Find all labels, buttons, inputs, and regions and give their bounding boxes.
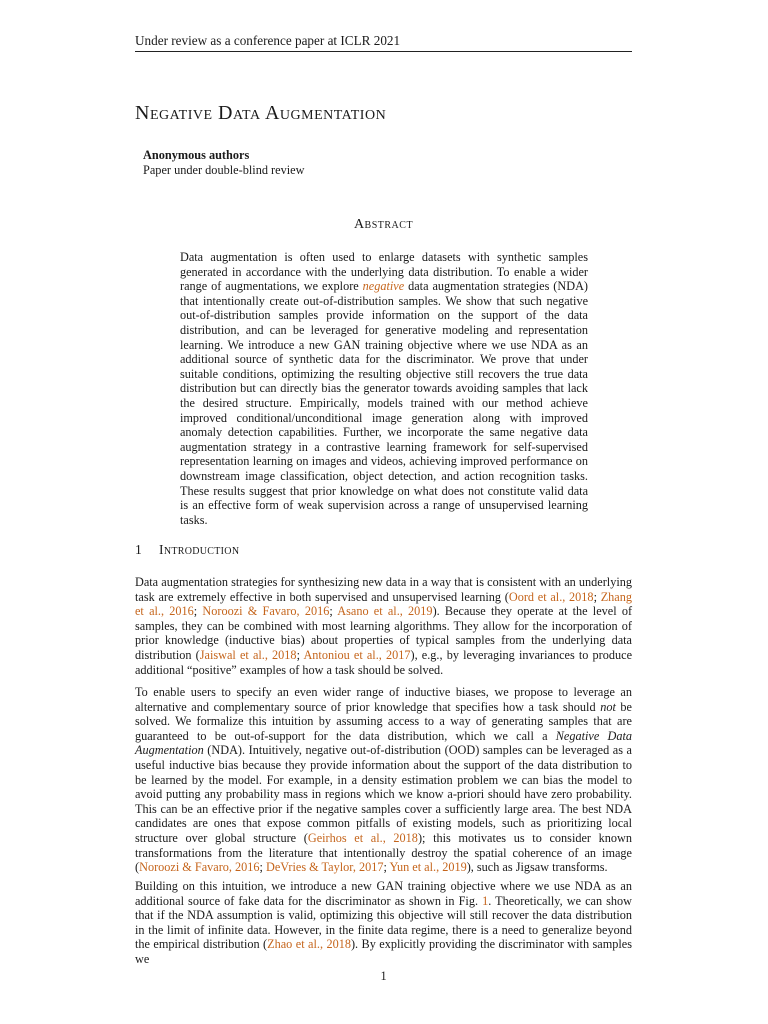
header-rule bbox=[135, 51, 632, 52]
citation-link[interactable]: DeVries & Taylor, 2017 bbox=[266, 860, 384, 875]
paragraph-text: ). By explicitly providing the discriminator with samples we bbox=[135, 937, 632, 966]
page-number: 1 bbox=[380, 969, 387, 983]
paragraph-text: To enable users to specify an even wider range of inductive biases, we propose to leverage an alternative and complementary source of prior knowledge that specifies how a task should bbox=[135, 685, 632, 714]
paragraph-text: Building on this intuition, we introduce a new GAN training objective where we use NDA as an additional source of fake data for the discriminator as shown in Fig. bbox=[135, 879, 632, 908]
citation-separator: ; bbox=[193, 604, 203, 619]
citation-link[interactable]: Yun et al., 2019 bbox=[389, 860, 467, 875]
intro-paragraph-1 bbox=[135, 575, 632, 677]
abstract-emphasis: negative bbox=[362, 279, 405, 294]
citation-separator: ; bbox=[296, 647, 304, 662]
intro-paragraph-2 bbox=[135, 685, 632, 875]
paragraph-text: ); this motivates us to consider known transformations from the literature that intentionally destroy the spatial coherence of an image ( bbox=[135, 830, 632, 875]
citation-link[interactable]: Noroozi & Favaro, 2016 bbox=[139, 860, 260, 875]
citation-separator: ; bbox=[329, 604, 338, 619]
author-block bbox=[143, 148, 623, 178]
section-number: 1 bbox=[135, 542, 142, 557]
paragraph-text: . Theoretically, we can show that if the NDA assumption is valid, optimizing this objective will still recover the data distribution in the limit of infinite data. However, in the finite data regime, there is a need to generalize beyond the empirical distribution ( bbox=[135, 893, 632, 952]
citation-link[interactable]: Zhang et al., 2016 bbox=[135, 589, 632, 619]
running-header: Under review as a conference paper at ICLR 2021 bbox=[135, 33, 401, 48]
intro-paragraph-3 bbox=[135, 879, 632, 967]
emphasis-text: not bbox=[600, 699, 616, 714]
review-note: Paper under double-blind review bbox=[143, 163, 305, 177]
citation-link[interactable]: Noroozi & Favaro, 2016 bbox=[202, 604, 330, 619]
paper-title bbox=[135, 100, 632, 126]
section-title: Introduction bbox=[159, 542, 240, 557]
figure-link[interactable]: 1 bbox=[482, 893, 489, 908]
paragraph-text: ). Because they operate at the level of samples, they can be combined with most learning algorithms. They allow for the incorporation of prior knowledge (inductive bias) about properties of typical samples from the underlying data distribution ( bbox=[135, 604, 633, 662]
author-name: Anonymous authors bbox=[143, 148, 250, 162]
citation-link[interactable]: Antoniou et al., 2017 bbox=[303, 647, 411, 662]
abstract-heading: Abstract bbox=[353, 217, 414, 232]
paragraph-text: ), such as Jigsaw transforms. bbox=[466, 860, 608, 875]
abstract-text: Data augmentation is often used to enlarge datasets with synthetic samples generated in accordance with the underlying data distribution. To enable a wider range of augmentations, we explore bbox=[180, 250, 588, 294]
paper-title-text: Negative Data Augmentation bbox=[135, 102, 387, 124]
paragraph-text: be solved. We formalize this intuition by assuming access to a way of generating samples that are guaranteed to be out-of-support for the data distribution, which we call a bbox=[135, 699, 632, 743]
paragraph-text: ), e.g., by leveraging invariances to produce additional “positive” examples of how a task should be solved. bbox=[135, 647, 633, 677]
paragraph-text: (NDA). Intuitively, negative out-of-distribution (OOD) samples can be leveraged as a useful inductive bias because they provide information about the support of the data distribution to be learned by the model. For example, in a density estimation problem we can bias the model to avoid putting any probability mass in regions which we know a-priori should have zero probability. This can be an effective prior if the negative samples cover a sufficiently large area. The best NDA candidates are ones that expose common pitfalls of existing models, such as prioritizing local structure over global structure ( bbox=[135, 743, 632, 845]
citation-separator: ; bbox=[383, 860, 390, 875]
citation-link[interactable]: Asano et al., 2019 bbox=[337, 604, 433, 619]
paragraph-text: Data augmentation strategies for synthesizing new data in a way that is consistent with an underlying task are extremely effective in both supervised and unsupervised learning ( bbox=[135, 575, 632, 604]
citation-separator: ; bbox=[259, 860, 266, 875]
citation-link[interactable]: Zhao et al., 2018 bbox=[267, 937, 351, 952]
abstract-body bbox=[180, 250, 588, 527]
citation-link[interactable]: Jaiswal et al., 2018 bbox=[199, 647, 297, 662]
citation-separator: ; bbox=[593, 589, 601, 604]
section-heading bbox=[135, 541, 632, 559]
citation-link[interactable]: Geirhos et al., 2018 bbox=[307, 830, 418, 845]
citation-link[interactable]: Oord et al., 2018 bbox=[508, 589, 594, 604]
emphasis-text: Negative Data Augmentation bbox=[135, 728, 632, 758]
abstract-text: data augmentation strategies (NDA) that intentionally create out-of-distribution samples. We show that such negative out-of-distribution samples provide information on the support of the data distribution, and can be leveraged for generative modeling and representation learning. We introduce a new GAN training objective where we use NDA as an additional source of synthetic data for the discriminator. We prove that under suitable conditions, optimizing the resulting objective still recovers the true data distribution but can directly bias the generator towards avoiding samples that lack the desired structure. Empirically, models trained with our method achieve improved conditional/unconditional image generation along with improved anomaly detection capabilities. Further, we incorporate the same negative data augmentation strategy in a contrastive learning framework for self-supervised representation learning on images and videos, achieving improved performance on downstream image classification, object detection, and action recognition tasks. These results suggest that prior knowledge on what does not constitute valid data is an effective form of weak supervision across a range of unsupervised learning tasks. bbox=[180, 279, 588, 527]
